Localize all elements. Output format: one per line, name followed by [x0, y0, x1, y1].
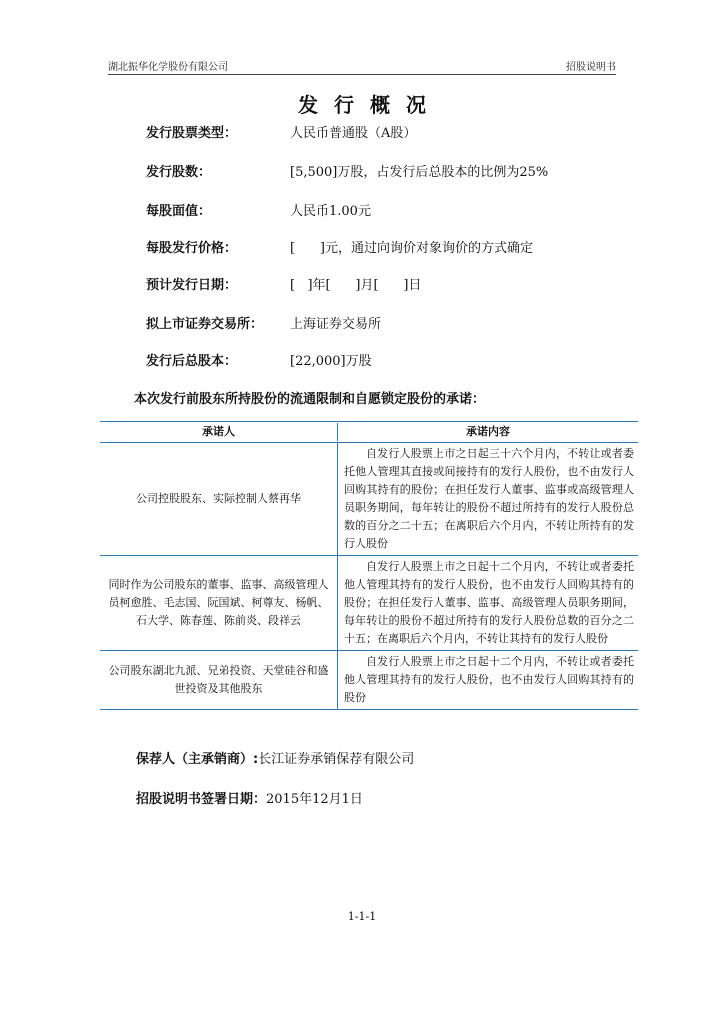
- field-par-value: [146, 199, 371, 219]
- page-title: 发行概况: [298, 93, 442, 117]
- commitment-table: [100, 421, 638, 710]
- promisor-cell: 公司控股股东、实际控制人蔡再华: [100, 443, 338, 555]
- field-value: [5,500]万股，占发行后总股本的比例为25%: [290, 164, 549, 180]
- sign-date-line: [136, 788, 363, 807]
- sponsor-line: [136, 748, 414, 767]
- header-content: 承诺内容: [466, 425, 510, 438]
- header-promisor: 承诺人: [100, 423, 338, 441]
- field-value: [ ]元，通过向询价对象询价的方式确定: [290, 240, 533, 256]
- content-cell: 自发行人股票上市之日起三十六个月内，不转让或者委托他人管理其直接或间接持有的发行人股份，也不由发行人回购其持有的股份；在担任发行人董事、监事或高级管理人员职务期间，每年转让的股份不超过所持有的发行人股份总数的百分之二十五；在离职后六个月内，不转让所持有的发行人股份: [344, 447, 634, 550]
- field-exchange: [146, 312, 381, 332]
- page-header: [108, 58, 616, 73]
- header-divider: [108, 74, 616, 75]
- field-issue-price: [146, 236, 533, 256]
- content-cell: 自发行人股票上市之日起十二个月内，不转让或者委托他人管理其持有的发行人股份，也不由发行人回购其持有的股份；在担任发行人董事、监事、高级管理人员职务期间，每年转让的股份不超过所持有的发行人股份总数的百分之二十五；在离职后六个月内，不转让其持有的发行人股份: [344, 560, 634, 645]
- field-total-shares: [146, 349, 372, 369]
- sign-date-value: 2015年12月1日: [266, 792, 363, 807]
- field-value: [22,000]万股: [290, 353, 372, 369]
- page-number: 1-1-1: [347, 910, 377, 923]
- field-label: 发行股数：: [146, 164, 212, 180]
- field-value: 人民币1.00元: [290, 203, 371, 219]
- field-value: 人民币普通股（A股）: [290, 125, 417, 141]
- field-label: 发行股票类型：: [146, 125, 238, 141]
- sign-date-label: 招股说明书签署日期：: [136, 792, 267, 807]
- field-stock-type: [146, 121, 416, 141]
- field-value: 上海证券交易所: [290, 316, 382, 332]
- content-cell: 自发行人股票上市之日起十二个月内，不转让或者委托他人管理其持有的发行人股份，也不由发行人回购其持有的股份: [344, 655, 634, 704]
- table-header-row: [100, 422, 638, 442]
- field-value: [ ]年[ ]月[ ]日: [290, 277, 422, 293]
- commitment-heading: 本次发行前股东所持股份的流通限制和自愿锁定股份的承诺：: [134, 392, 486, 407]
- table-row: [100, 650, 638, 709]
- field-share-count: [146, 160, 548, 180]
- sponsor-label: 保荐人（主承销商）:: [136, 752, 259, 767]
- table-row: [100, 555, 638, 650]
- sponsor-value: 长江证券承销保荐有限公司: [258, 752, 415, 767]
- field-label: 发行后总股本：: [146, 353, 238, 369]
- header-company-name: 湖北振华化学股份有限公司: [108, 62, 228, 73]
- field-label: 预计发行日期：: [146, 277, 238, 293]
- header-document-type: 招股说明书: [566, 62, 616, 73]
- field-label: 每股面值：: [146, 203, 212, 219]
- table-row: [100, 442, 638, 555]
- promisor-cell: 同时作为公司股东的董事、监事、高级管理人员柯愈胜、毛志国、阮国斌、柯尊友、杨帆、石大学、陈春莲、陈前炎、段祥云: [100, 556, 338, 650]
- promisor-cell: 公司股东湖北九派、兄弟投资、天堂硅谷和盛世投资及其他股东: [100, 651, 338, 709]
- field-label: 每股发行价格：: [146, 240, 238, 256]
- field-issue-date: [146, 273, 421, 293]
- field-label: 拟上市证券交易所：: [146, 316, 264, 332]
